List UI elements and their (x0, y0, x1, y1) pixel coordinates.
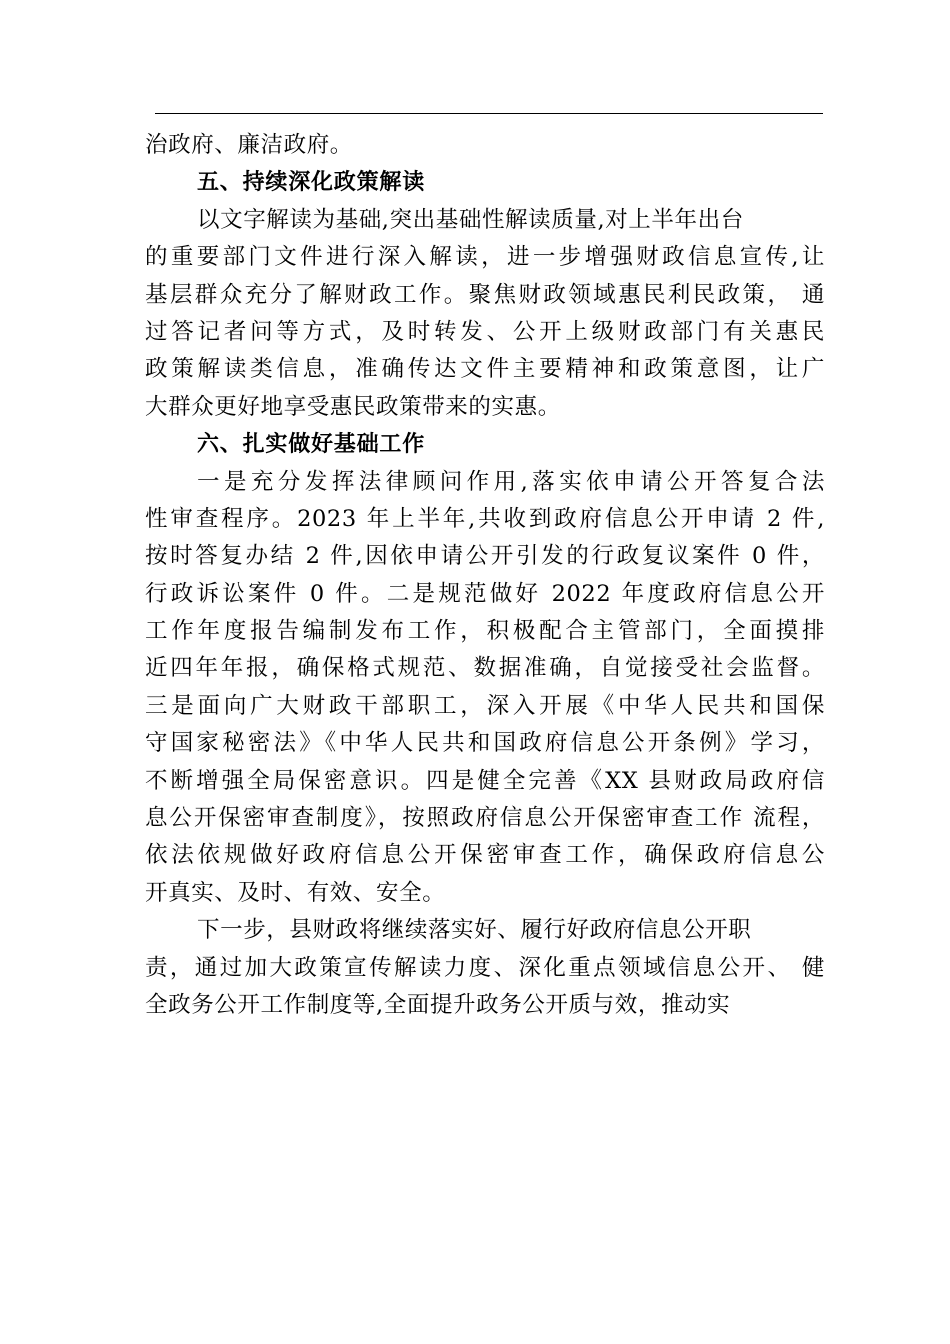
text-line: 近四年年报，确保格式规范、数据准确，自觉接受社会监督。 (145, 655, 825, 682)
text-line: 治政府、廉洁政府。 (145, 132, 353, 158)
text-line: 守国家秘密法》《中华人民共和国政府信息公开条例》学习， (145, 730, 825, 757)
text-line: 大群众更好地享受惠民政策带来的实惠。 (145, 393, 561, 420)
text-line: 依法依规做好政府信息公开保密审查工作，确保政府信息公 (145, 842, 825, 869)
text-line: 性审查程序。2023 年上半年,共收到政府信息公开申请 2 件, (145, 505, 825, 532)
text-line: 行政诉讼案件 0 件。二是规范做好 2022 年度政府信息公开 (145, 580, 825, 607)
text-line: 工作年度报告编制发布工作，积极配合主管部门，全面摸排 (145, 618, 825, 645)
text-line: 息公开保密审查制度》，按照政府信息公开保密审查工作 流程， (145, 805, 825, 832)
text-line: 的重要部门文件进行深入解读，进一步增强财政信息宣传,让 (145, 244, 825, 271)
text-line: 三是面向广大财政干部职工，深入开展《中华人民共和国保 (145, 692, 825, 719)
text-line: 以文字解读为基础,突出基础性解读质量,对上半年出台 (197, 206, 744, 233)
section-heading-5: 五、持续深化政策解读 (197, 170, 426, 196)
text-line: 一是充分发挥法律顾问作用,落实依申请公开答复合法 (197, 468, 825, 495)
text-line: 下一步，县财政将继续落实好、履行好政府信息公开职 (197, 917, 752, 944)
text-line: 责，通过加大政策宣传解读力度、深化重点领域信息公开、 健 (145, 954, 825, 981)
text-line: 开真实、及时、有效、安全。 (145, 879, 446, 906)
body-text (145, 127, 825, 1024)
header-rule (155, 113, 823, 114)
section-heading-6: 六、扎实做好基础工作 (197, 432, 426, 458)
text-line: 按时答复办结 2 件,因依申请公开引发的行政复议案件 0 件， (145, 543, 825, 570)
text-line: 过答记者问等方式，及时转发、公开上级财政部门有关惠民 (145, 318, 825, 345)
text-line: 全政务公开工作制度等,全面提升政务公开质与效，推动实 (145, 991, 731, 1018)
text-line: 基层群众充分了解财政工作。聚焦财政领域惠民利民政策， 通 (145, 281, 825, 308)
text-line: 政策解读类信息，准确传达文件主要精神和政策意图，让广 (145, 356, 825, 383)
text-line: 不断增强全局保密意识。四是健全完善《XX 县财政局政府信 (145, 767, 825, 794)
